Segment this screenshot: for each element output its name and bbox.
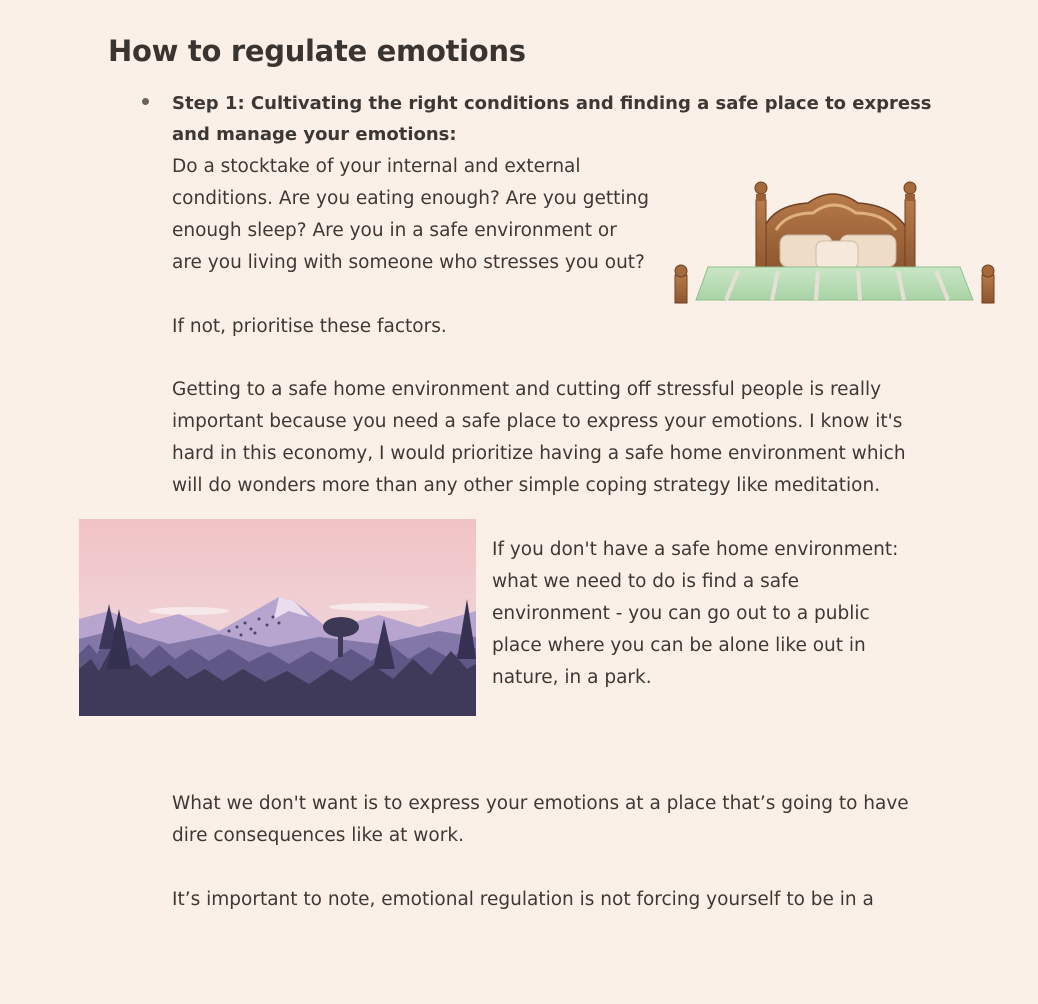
paragraph-line: environment - you can go out to a public	[492, 603, 870, 624]
paragraph-line: dire consequences like at work.	[172, 825, 464, 846]
paragraph-line: will do wonders more than any other simple coping strategy like meditation.	[172, 475, 881, 496]
page-title: How to regulate emotions	[108, 34, 526, 68]
paragraph-line: nature, in a park.	[492, 667, 652, 688]
paragraph-line: conditions. Are you eating enough? Are you getting	[172, 188, 649, 209]
paragraph-line: enough sleep? Are you in a safe environment or	[172, 220, 617, 241]
paragraph-line: important because you need a safe place to express your emotions. I know it's	[172, 411, 903, 432]
bed-illustration	[668, 175, 1000, 305]
paragraph-line: place where you can be alone like out in	[492, 635, 866, 656]
paragraph-line: Getting to a safe home environment and cutting off stressful people is really	[172, 379, 882, 400]
paragraph-line: what we need to do is find a safe	[492, 571, 799, 592]
paragraph-line: are you living with someone who stresses you out?	[172, 252, 645, 273]
list-bullet	[142, 98, 149, 105]
step1-heading-line1: Step 1: Cultivating the right conditions and finding a safe place to express	[172, 93, 932, 114]
paragraph-line: hard in this economy, I would prioritize having a safe home environment which	[172, 443, 906, 464]
mountain-landscape-image	[79, 519, 476, 716]
paragraph-line: What we don't want is to express your emotions at a place that’s going to have	[172, 793, 909, 814]
paragraph-line: Do a stocktake of your internal and external	[172, 156, 581, 177]
paragraph-line: It’s important to note, emotional regulation is not forcing yourself to be in a	[172, 889, 874, 910]
step1-heading-line2: and manage your emotions:	[172, 124, 457, 145]
paragraph-line: If not, prioritise these factors.	[172, 316, 447, 337]
paragraph-line: If you don't have a safe home environment:	[492, 539, 899, 560]
